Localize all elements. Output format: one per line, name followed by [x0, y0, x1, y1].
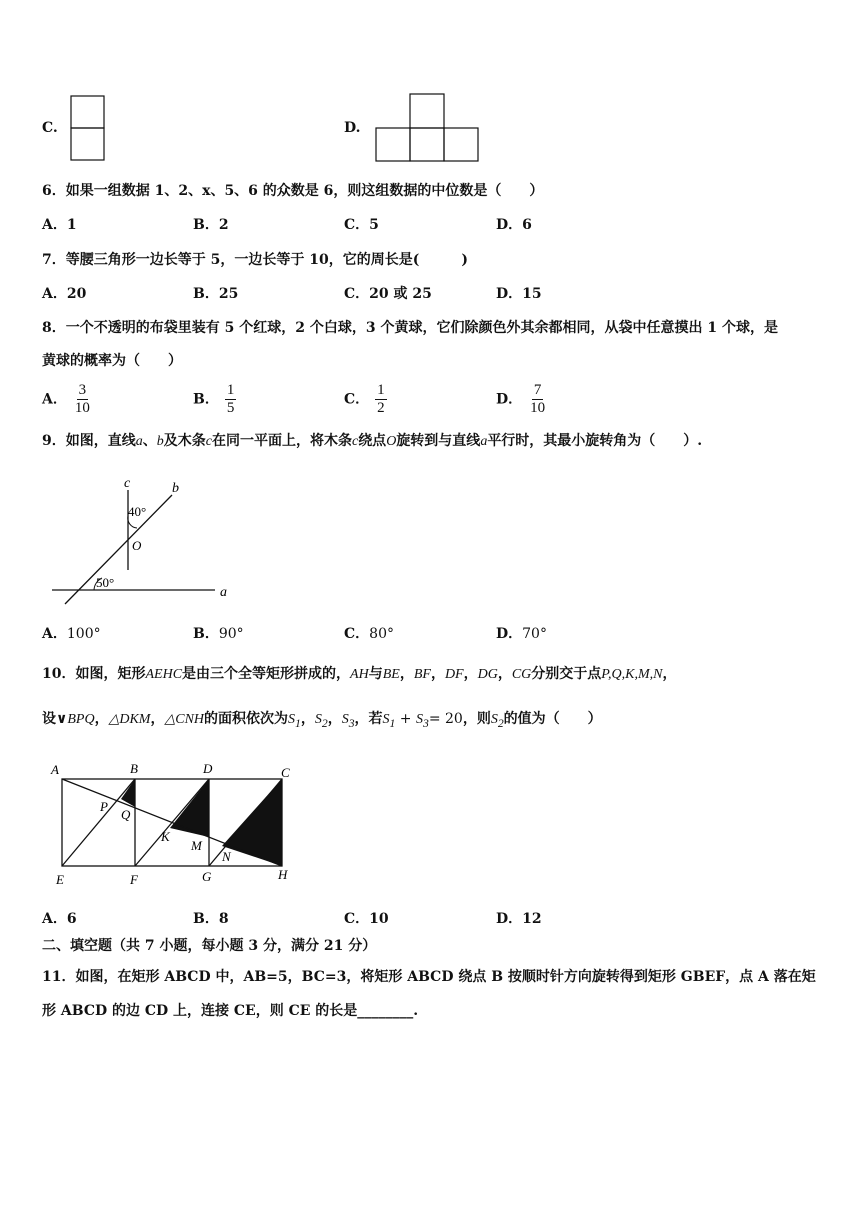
fraction: $\frac{1}{2}$ [377, 382, 385, 416]
q7-option-d[interactable]: D．15 [496, 286, 542, 302]
label-f: F [130, 872, 138, 887]
segment-be [62, 779, 135, 866]
label-n: N [222, 849, 231, 864]
label-o: O [132, 538, 142, 553]
q6-option-a[interactable]: A．1 [42, 217, 77, 233]
q10-option-d[interactable]: D．12 [496, 911, 542, 927]
q11-stem-line2: 形 ABCD 的边 CD 上，连接 CE，则 CE 的长是________. [42, 1003, 419, 1019]
fraction: $\frac{1}{5}$ [226, 382, 235, 416]
q7-option-c[interactable]: C．20 或 25 [344, 286, 432, 302]
q10-option-c[interactable]: C．10 [344, 911, 389, 927]
q6-stem: 6．如果一组数据 1、2、x、5、6 的众数是 6，则这组数据的中位数是（ ） [42, 183, 544, 199]
q9-option-d[interactable]: D．70° [496, 626, 547, 642]
q8-option-c[interactable]: C． $\frac{1}{2}$ [344, 382, 385, 416]
label-p: P [100, 799, 108, 814]
q5-option-d-figure [375, 93, 481, 163]
q9-option-c[interactable]: C．80° [344, 626, 394, 642]
q8-option-a[interactable]: A． $\frac{3}{10}$ [42, 382, 90, 416]
label-g: G [202, 869, 212, 884]
label-d: D [203, 761, 213, 776]
label-e: E [56, 872, 64, 887]
q10-stem-line1: 10．如图，矩形AEHC是由三个全等矩形拼成的，AH与BE，BF，DF，DG，CG分别交于点P,Q,K,M,N， [42, 666, 677, 682]
q10-option-a[interactable]: A．6 [42, 911, 77, 927]
triangle-cnh [222, 779, 282, 866]
label-q: Q [121, 807, 131, 822]
q10-stem-line2: 设∨BPQ，△DKM，△CNH的面积依次为$S_1$，$S_2$，$S_3$，若$S_1 + S_3= 20$，则$S_2$的值为（ ） [42, 711, 602, 730]
q9-stem: 9．如图，直线a、b及木条c在同一平面上，将木条c绕点O旋转到与直线a平行时，其最小旋转角为（ ）. [42, 433, 703, 449]
label-c: C [281, 765, 290, 780]
label-m: M [191, 838, 202, 853]
q7-option-b[interactable]: B．25 [193, 286, 239, 302]
label-a: a [220, 585, 227, 600]
label-b: B [130, 761, 138, 776]
angle-bottom-label: 50° [96, 575, 115, 590]
angle-top-label: 40° [128, 504, 147, 519]
q6-option-c[interactable]: C．5 [344, 217, 379, 233]
q8-stem-line2: 黄球的概率为（ ） [42, 353, 182, 369]
q6-option-d[interactable]: D．6 [496, 217, 532, 233]
q7-option-a[interactable]: A．20 [42, 286, 87, 302]
q5-option-d-label[interactable]: D. [344, 120, 361, 136]
q9-option-a[interactable]: A．100° [42, 626, 101, 642]
q7-stem: 7．等腰三角形一边长等于 5，一边长等于 10，它的周长是( ) [42, 252, 468, 268]
q5-option-c-figure [70, 95, 106, 161]
q6-option-b[interactable]: B．2 [193, 217, 229, 233]
q10-option-b[interactable]: B．8 [193, 911, 229, 927]
fraction: $\frac{3}{10}$ [74, 382, 90, 416]
q8-option-b[interactable]: B． $\frac{1}{5}$ [193, 382, 235, 416]
fraction: $\frac{7}{10}$ [530, 382, 546, 416]
label-b: b [172, 481, 179, 496]
q8-option-d[interactable]: D． $\frac{7}{10}$ [496, 382, 546, 416]
label-a: A [51, 762, 59, 777]
label-c: c [124, 476, 131, 491]
label-h: H [278, 867, 288, 882]
line-b [65, 495, 172, 604]
q9-option-b[interactable]: B．90° [193, 626, 244, 642]
section-heading: 二、填空题（共 7 小题，每小题 3 分，满分 21 分） [42, 938, 377, 954]
q11-stem-line1: 11．如图，在矩形 ABCD 中，AB=5，BC=3，将矩形 ABCD 绕点 B 按顺时针方向旋转得到矩形 GBEF，点 A 落在矩 [42, 969, 816, 985]
q5-option-c-label[interactable]: C. [42, 120, 58, 136]
triangle-dkm [170, 779, 209, 837]
q10-figure [44, 758, 304, 893]
label-k: K [161, 829, 170, 844]
q9-figure [40, 470, 240, 610]
q8-stem-line1: 8．一个不透明的布袋里装有 5 个红球，2 个白球，3 个黄球，它们除颜色外其余都相同，从袋中任意摸出 1 个球，是 [42, 320, 778, 336]
